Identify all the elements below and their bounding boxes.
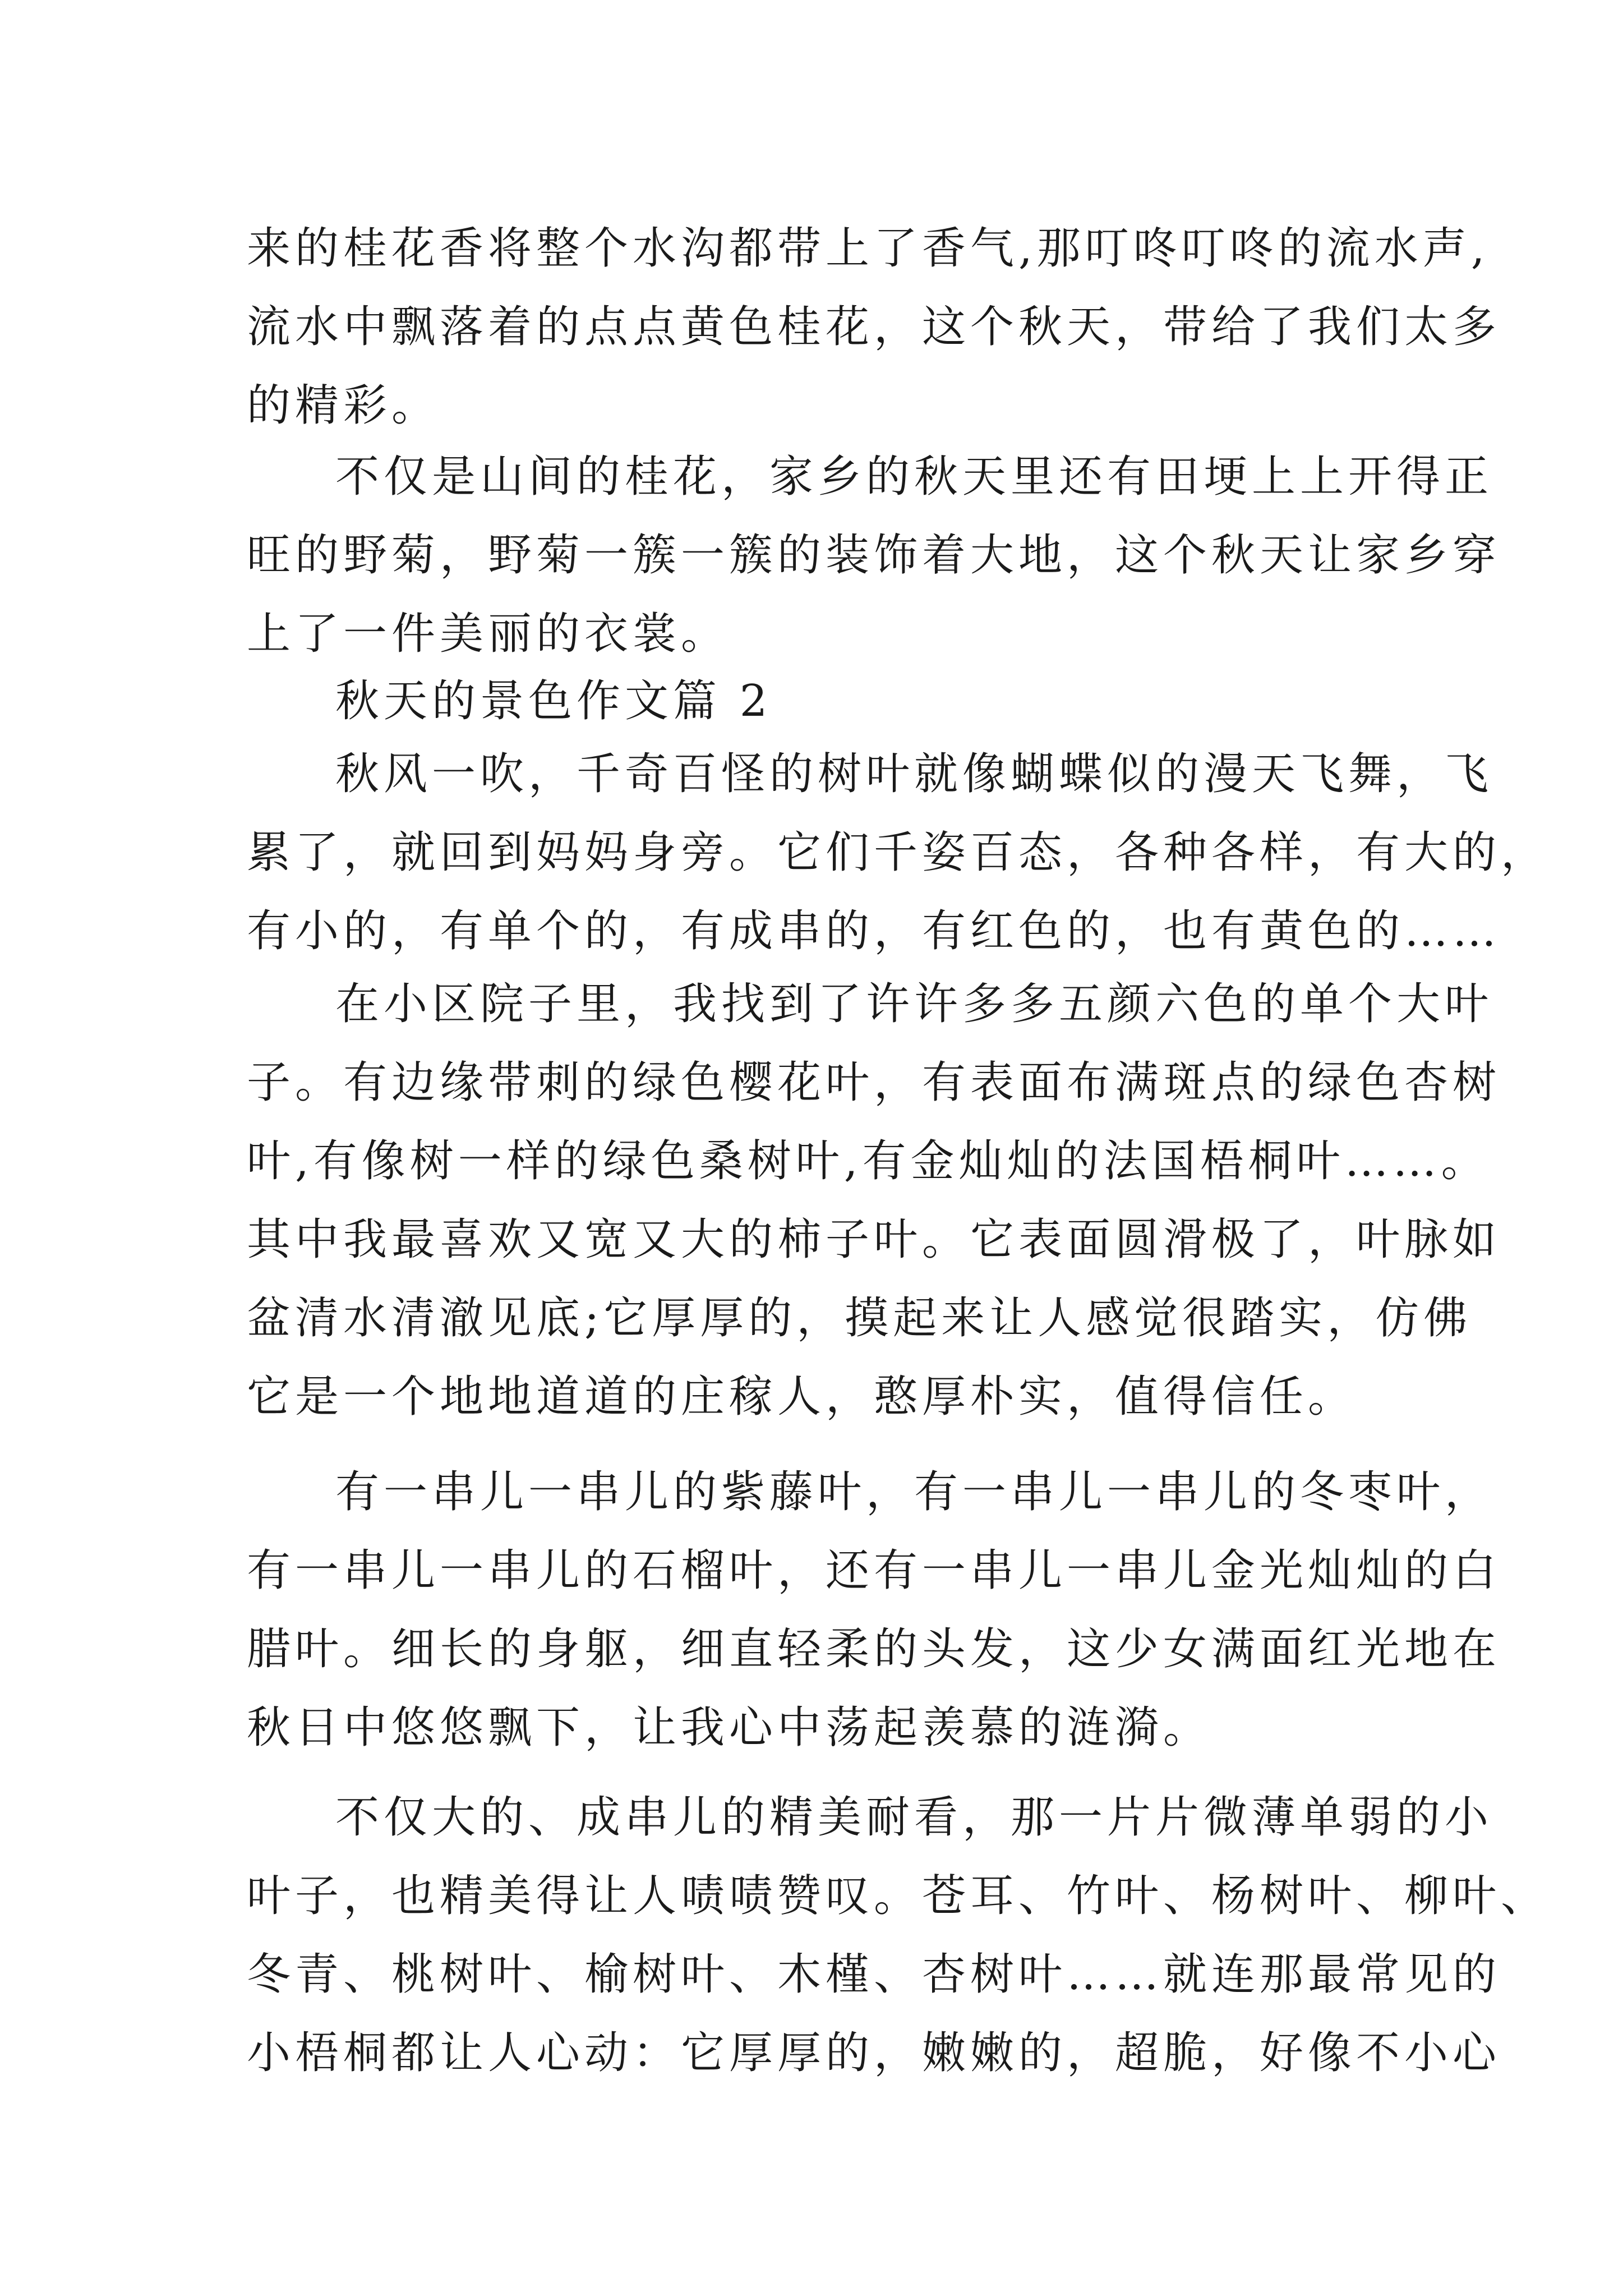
paragraph-4-line-2: 子。有边缘带刺的绿色樱花叶，有表面布满斑点的绿色杏树 xyxy=(247,1057,1501,1108)
paragraph-2-line-1: 不仅是山间的桂花，家乡的秋天里还有田埂上上开得正 xyxy=(335,452,1493,502)
paragraph-3-line-1: 秋风一吹，千奇百怪的树叶就像蝴蝶似的漫天飞舞，飞 xyxy=(335,749,1493,799)
paragraph-1-line-3: 的精彩。 xyxy=(247,380,440,431)
paragraph-6-line-2: 叶子，也精美得让人啧啧赞叹。苍耳、竹叶、杨树叶、柳叶、 xyxy=(247,1871,1550,1921)
paragraph-4-line-3: 叶,有像树一样的绿色桑树叶,有金灿灿的法国梧桐叶……。 xyxy=(247,1136,1490,1186)
paragraph-5-line-2: 有一串儿一串儿的石榴叶，还有一串儿一串儿金光灿灿的白 xyxy=(247,1545,1501,1596)
paragraph-6-line-1: 不仅大的、成串儿的精美耐看，那一片片微薄单弱的小 xyxy=(335,1792,1493,1843)
paragraph-3-line-2: 累了，就回到妈妈身旁。它们千姿百态，各种各样，有大的， xyxy=(247,827,1550,878)
paragraph-2-line-2: 旺的野菊，野菊一簇一簇的装饰着大地，这个秋天让家乡穿 xyxy=(247,530,1501,581)
paragraph-1-line-1: 来的桂花香将整个水沟都带上了香气,那叮咚叮咚的流水声, xyxy=(247,223,1490,274)
paragraph-2-line-3: 上了一件美丽的衣裳。 xyxy=(247,609,730,659)
paragraph-4-line-5: 盆清水清澈见底;它厚厚的，摸起来让人感觉很踏实，仿佛 xyxy=(247,1293,1472,1343)
paragraph-5-line-4: 秋日中悠悠飘下，让我心中荡起羡慕的涟漪。 xyxy=(247,1703,1212,1753)
paragraph-4-line-1: 在小区院子里，我找到了许许多多五颜六色的单个大叶 xyxy=(335,979,1493,1029)
paragraph-3-line-3: 有小的，有单个的，有成串的，有红色的，也有黄色的…… xyxy=(247,906,1501,956)
paragraph-5-line-1: 有一串儿一串儿的紫藤叶，有一串儿一串儿的冬枣叶， xyxy=(335,1467,1493,1517)
paragraph-4-line-6: 它是一个地地道道的庄稼人，憨厚朴实，值得信任。 xyxy=(247,1372,1357,1422)
paragraph-5-line-3: 腊叶。细长的身躯，细直轻柔的头发，这少女满面红光地在 xyxy=(247,1624,1501,1674)
paragraph-6-line-3: 冬青、桃树叶、榆树叶、木槿、杏树叶……就连那最常见的 xyxy=(247,1949,1501,2000)
section-heading: 秋天的景色作文篇 2 xyxy=(335,676,772,726)
paragraph-6-line-4: 小梧桐都让人心动：它厚厚的，嫩嫩的，超脆，好像不小心 xyxy=(247,2028,1501,2078)
paragraph-1-line-2: 流水中飘落着的点点黄色桂花，这个秋天，带给了我们太多 xyxy=(247,302,1501,352)
paragraph-4-line-4: 其中我最喜欢又宽又大的柿子叶。它表面圆滑极了，叶脉如 xyxy=(247,1214,1501,1265)
